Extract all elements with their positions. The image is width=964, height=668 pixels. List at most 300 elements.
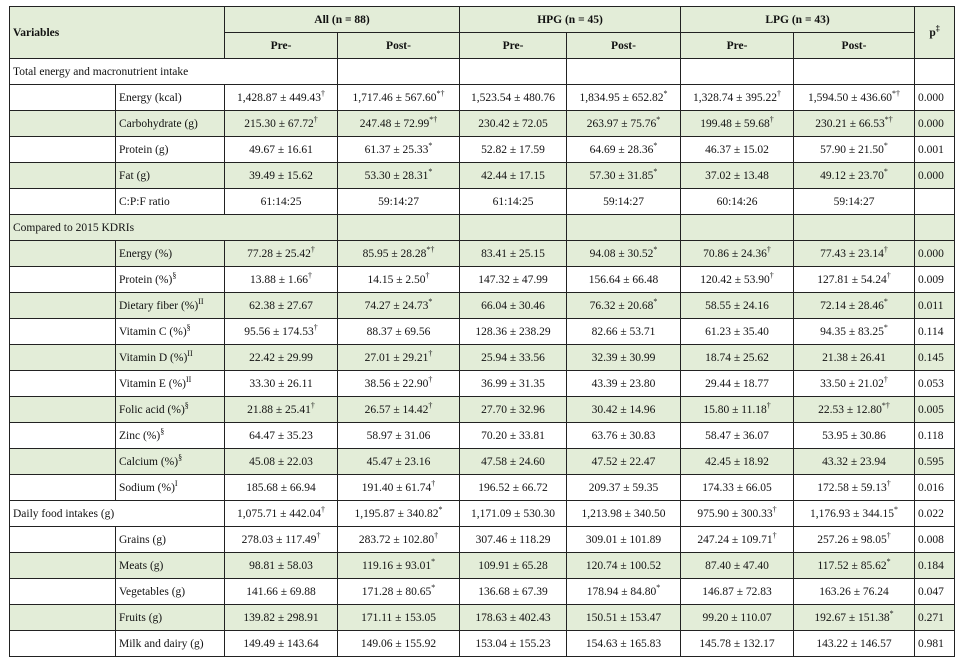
value-cell xyxy=(225,631,338,657)
value-cell xyxy=(567,631,681,657)
table-row xyxy=(10,423,955,449)
mean-sd: 109.91 ± 65.28 xyxy=(478,559,548,572)
p-value: 0.981 xyxy=(915,631,955,657)
value-cell xyxy=(338,631,460,657)
mean-sd: 47.58 ± 24.60 xyxy=(481,455,545,468)
value-cell xyxy=(794,631,915,657)
mean-sd: 58.97 ± 31.06 xyxy=(366,429,431,442)
label-footnote-mark: § xyxy=(172,270,177,280)
row-label-text: Calcium (%) xyxy=(119,455,179,468)
value-cell xyxy=(460,267,567,293)
mean-sd: 61:14:25 xyxy=(260,195,302,208)
value-cell xyxy=(338,579,460,605)
value-cell xyxy=(225,553,338,579)
table-row xyxy=(10,85,955,111)
row-label-text: Dietary fiber (%) xyxy=(119,299,199,312)
row-label xyxy=(116,163,225,189)
row-label xyxy=(116,345,225,371)
value-cell xyxy=(794,371,915,397)
value-cell xyxy=(567,423,681,449)
mean-sd: 1,171.09 ± 530.30 xyxy=(471,507,555,520)
value-cell xyxy=(338,293,460,319)
value-cell xyxy=(794,189,915,215)
row-label-text: Vitamin C (%) xyxy=(119,325,187,338)
value-cell xyxy=(681,267,794,293)
mean-sd: 139.82 ± 298.91 xyxy=(243,611,319,624)
p-value: 0.000 xyxy=(915,111,955,137)
table-row xyxy=(10,345,955,371)
mean-sd: 61:14:25 xyxy=(492,195,534,208)
p-value: 0.001 xyxy=(915,137,955,163)
value-cell xyxy=(225,319,338,345)
significance-mark: * xyxy=(428,166,433,176)
value-cell xyxy=(681,423,794,449)
mean-sd: 39.49 ± 15.62 xyxy=(249,169,313,182)
value-cell xyxy=(681,605,794,631)
p-value: 0.595 xyxy=(915,449,955,475)
table-row xyxy=(10,267,955,293)
mean-sd: 1,834.95 ± 652.82 xyxy=(579,91,664,104)
mean-sd: 70.86 ± 24.36 xyxy=(703,247,767,260)
row-label-text: Energy (kcal) xyxy=(119,91,182,104)
significance-mark: † xyxy=(428,348,433,358)
value-cell xyxy=(567,111,681,137)
value-cell xyxy=(460,293,567,319)
value-cell xyxy=(338,111,460,137)
value-cell xyxy=(460,527,567,553)
value-cell xyxy=(225,189,338,215)
row-label-text: Sodium (%) xyxy=(119,481,175,494)
significance-mark: * xyxy=(431,582,436,592)
mean-sd: 153.04 ± 155.23 xyxy=(475,637,551,650)
row-label-text: Grains (g) xyxy=(119,533,166,546)
mean-sd: 45.08 ± 22.03 xyxy=(249,455,313,468)
indent-cell xyxy=(10,111,116,137)
significance-mark: † xyxy=(883,374,888,384)
row-label-text: Vegetables (g) xyxy=(119,585,186,598)
value-cell xyxy=(681,449,794,475)
indent-cell xyxy=(10,293,116,319)
value-cell xyxy=(794,137,915,163)
value-cell xyxy=(225,527,338,553)
mean-sd: 156.64 ± 66.48 xyxy=(588,273,659,286)
mean-sd: 77.43 ± 23.14 xyxy=(820,247,884,260)
mean-sd: 70.20 ± 33.81 xyxy=(481,429,545,442)
mean-sd: 215.30 ± 67.72 xyxy=(244,117,314,130)
indent-cell xyxy=(10,475,116,501)
table-row xyxy=(10,111,955,137)
value-cell xyxy=(338,267,460,293)
mean-sd: 163.26 ± 76.24 xyxy=(819,585,889,598)
indent-cell xyxy=(10,605,116,631)
row-label xyxy=(116,553,225,579)
mean-sd: 47.52 ± 22.47 xyxy=(591,455,656,468)
empty-cell xyxy=(338,59,460,85)
mean-sd: 257.26 ± 98.05 xyxy=(817,533,887,546)
p-value: 0.000 xyxy=(915,85,955,111)
section-title: Compared to 2015 KDRIs xyxy=(10,215,338,241)
mean-sd: 63.76 ± 30.83 xyxy=(591,429,656,442)
p-value: 0.022 xyxy=(915,501,955,527)
row-label xyxy=(116,371,225,397)
significance-mark: † xyxy=(313,114,318,124)
row-label xyxy=(116,527,225,553)
significance-mark: * xyxy=(653,244,658,254)
value-cell xyxy=(338,501,460,527)
mean-sd: 59:14:27 xyxy=(833,195,875,208)
group-header-hpg: HPG (n = 45) xyxy=(460,7,681,33)
significance-mark: * xyxy=(431,556,436,566)
value-cell xyxy=(338,397,460,423)
row-label-text: Carbohydrate (g) xyxy=(119,117,198,130)
significance-mark: † xyxy=(434,530,439,540)
row-label xyxy=(116,605,225,631)
mean-sd: 57.30 ± 31.85 xyxy=(589,169,654,182)
row-label xyxy=(116,267,225,293)
significance-mark: † xyxy=(316,530,321,540)
p-value: 0.008 xyxy=(915,527,955,553)
value-cell xyxy=(794,605,915,631)
value-cell xyxy=(567,241,681,267)
value-cell xyxy=(225,579,338,605)
value-cell xyxy=(567,371,681,397)
mean-sd: 60:14:26 xyxy=(716,195,758,208)
mean-sd: 58.55 ± 24.16 xyxy=(705,299,769,312)
significance-mark: * xyxy=(656,582,661,592)
row-label-text: Zinc (%) xyxy=(119,429,161,442)
value-cell xyxy=(681,475,794,501)
value-cell xyxy=(794,267,915,293)
value-cell xyxy=(225,501,338,527)
value-cell xyxy=(794,501,915,527)
pre-header: Pre- xyxy=(225,33,338,59)
table-row xyxy=(10,553,955,579)
empty-cell xyxy=(681,59,794,85)
value-cell xyxy=(460,397,567,423)
value-cell xyxy=(567,475,681,501)
value-cell xyxy=(225,163,338,189)
value-cell xyxy=(794,553,915,579)
row-label xyxy=(116,293,225,319)
row-label-text: Milk and dairy (g) xyxy=(119,637,204,650)
value-cell xyxy=(681,553,794,579)
table-row xyxy=(10,631,955,657)
value-cell xyxy=(225,85,338,111)
table-row xyxy=(10,189,955,215)
p-value xyxy=(915,189,955,215)
mean-sd: 59:14:27 xyxy=(378,195,419,208)
mean-sd: 185.68 ± 66.94 xyxy=(246,481,316,494)
header-row-groups xyxy=(10,7,955,33)
mean-sd: 1,428.87 ± 449.43 xyxy=(237,91,321,104)
value-cell xyxy=(567,553,681,579)
significance-mark: † xyxy=(772,530,777,540)
table-body xyxy=(10,59,955,657)
significance-mark: † xyxy=(772,504,777,514)
mean-sd: 57.90 ± 21.50 xyxy=(820,143,884,156)
table-row xyxy=(10,163,955,189)
significance-mark: *† xyxy=(881,400,890,410)
mean-sd: 1,213.98 ± 340.50 xyxy=(581,507,666,520)
value-cell xyxy=(460,631,567,657)
value-cell xyxy=(460,189,567,215)
mean-sd: 128.36 ± 238.29 xyxy=(475,325,551,338)
mean-sd: 1,523.54 ± 480.76 xyxy=(471,91,555,104)
p-value: 0.011 xyxy=(915,293,955,319)
value-cell xyxy=(225,241,338,267)
significance-mark: † xyxy=(883,244,888,254)
mean-sd: 94.35 ± 83.25 xyxy=(820,325,884,338)
mean-sd: 27.70 ± 32.96 xyxy=(481,403,545,416)
value-cell xyxy=(567,293,681,319)
value-cell xyxy=(225,267,338,293)
significance-mark: † xyxy=(886,478,891,488)
mean-sd: 42.44 ± 17.15 xyxy=(481,169,545,182)
mean-sd: 178.94 ± 84.80 xyxy=(586,585,657,598)
value-cell xyxy=(567,319,681,345)
value-cell xyxy=(460,475,567,501)
mean-sd: 53.95 ± 30.86 xyxy=(822,429,886,442)
empty-cell xyxy=(567,215,681,241)
indent-cell xyxy=(10,189,116,215)
value-cell xyxy=(794,579,915,605)
value-cell xyxy=(338,241,460,267)
mean-sd: 174.33 ± 66.05 xyxy=(702,481,772,494)
value-cell xyxy=(460,579,567,605)
mean-sd: 263.97 ± 75.76 xyxy=(586,117,657,130)
label-footnote-mark: II xyxy=(187,348,193,358)
value-cell xyxy=(567,189,681,215)
row-label-text: Meats (g) xyxy=(119,559,164,572)
mean-sd: 247.24 ± 109.71 xyxy=(697,533,773,546)
value-cell xyxy=(460,85,567,111)
mean-sd: 1,075.71 ± 442.04 xyxy=(237,507,321,520)
significance-mark: *† xyxy=(426,244,435,254)
mean-sd: 309.01 ± 101.89 xyxy=(585,533,662,546)
mean-sd: 36.99 ± 31.35 xyxy=(481,377,545,390)
mean-sd: 230.21 ± 66.53 xyxy=(815,117,885,130)
section-row xyxy=(10,215,955,241)
value-cell xyxy=(460,137,567,163)
value-cell xyxy=(794,449,915,475)
value-cell xyxy=(338,137,460,163)
value-cell xyxy=(567,397,681,423)
value-cell xyxy=(460,241,567,267)
mean-sd: 172.58 ± 59.13 xyxy=(817,481,887,494)
significance-mark: † xyxy=(310,244,315,254)
significance-mark: *† xyxy=(884,114,893,124)
group-header-lpg: LPG (n = 43) xyxy=(681,7,915,33)
row-label-text: Fruits (g) xyxy=(119,611,163,624)
value-cell xyxy=(794,345,915,371)
p-value: 0.005 xyxy=(915,397,955,423)
value-cell xyxy=(225,345,338,371)
mean-sd: 52.82 ± 17.59 xyxy=(481,143,545,156)
row-label xyxy=(116,189,225,215)
significance-mark: † xyxy=(428,374,433,384)
row-label xyxy=(116,475,225,501)
mean-sd: 171.28 ± 80.65 xyxy=(361,585,432,598)
significance-mark: * xyxy=(653,140,658,150)
mean-sd: 42.45 ± 18.92 xyxy=(705,455,769,468)
value-cell xyxy=(338,553,460,579)
mean-sd: 26.57 ± 14.42 xyxy=(364,403,429,416)
mean-sd: 1,328.74 ± 395.22 xyxy=(693,91,777,104)
table-row xyxy=(10,449,955,475)
significance-mark: † xyxy=(766,400,771,410)
mean-sd: 59:14:27 xyxy=(603,195,644,208)
mean-sd: 145.78 ± 132.17 xyxy=(699,637,775,650)
value-cell xyxy=(460,345,567,371)
mean-sd: 85.95 ± 28.28 xyxy=(362,247,427,260)
mean-sd: 18.74 ± 25.62 xyxy=(705,351,769,364)
value-cell xyxy=(794,423,915,449)
value-cell xyxy=(460,449,567,475)
value-cell xyxy=(567,449,681,475)
mean-sd: 43.39 ± 23.80 xyxy=(591,377,656,390)
p-value: 0.000 xyxy=(915,163,955,189)
value-cell xyxy=(338,189,460,215)
mean-sd: 45.47 ± 23.16 xyxy=(366,455,431,468)
row-label xyxy=(116,85,225,111)
label-footnote-mark: I xyxy=(174,478,178,488)
significance-mark: † xyxy=(769,270,774,280)
value-cell xyxy=(460,319,567,345)
value-cell xyxy=(225,293,338,319)
label-footnote-mark: II xyxy=(186,374,192,384)
value-cell xyxy=(225,371,338,397)
row-label xyxy=(116,631,225,657)
value-cell xyxy=(681,527,794,553)
value-cell xyxy=(794,111,915,137)
value-cell xyxy=(338,475,460,501)
value-cell xyxy=(794,527,915,553)
mean-sd: 64.47 ± 35.23 xyxy=(249,429,313,442)
mean-sd: 61.37 ± 25.33 xyxy=(364,143,429,156)
significance-mark: † xyxy=(428,400,433,410)
row-label-text: Vitamin D (%) xyxy=(119,351,188,364)
table-row xyxy=(10,241,955,267)
value-cell xyxy=(225,449,338,475)
significance-mark: * xyxy=(428,140,433,150)
row-label xyxy=(116,397,225,423)
post-header: Post- xyxy=(567,33,681,59)
mean-sd: 22.42 ± 29.99 xyxy=(249,351,313,364)
mean-sd: 1,195.87 ± 340.82 xyxy=(354,507,439,520)
section-title: Daily food intakes (g) xyxy=(10,501,225,527)
mean-sd: 278.03 ± 117.49 xyxy=(241,533,317,546)
table-row xyxy=(10,137,955,163)
mean-sd: 120.74 ± 100.52 xyxy=(585,559,662,572)
mean-sd: 22.53 ± 12.80 xyxy=(818,403,882,416)
significance-mark: † xyxy=(308,270,313,280)
mean-sd: 87.40 ± 47.40 xyxy=(705,559,769,572)
value-cell xyxy=(681,189,794,215)
table-container xyxy=(9,6,955,657)
p-value: 0.016 xyxy=(915,475,955,501)
value-cell xyxy=(460,553,567,579)
indent-cell xyxy=(10,85,116,111)
value-cell xyxy=(338,423,460,449)
value-cell xyxy=(681,319,794,345)
post-header: Post- xyxy=(794,33,915,59)
mean-sd: 141.66 ± 69.88 xyxy=(246,585,316,598)
mean-sd: 13.88 ± 1.66 xyxy=(249,273,309,286)
value-cell xyxy=(225,397,338,423)
mean-sd: 58.47 ± 36.07 xyxy=(705,429,769,442)
indent-cell xyxy=(10,527,116,553)
mean-sd: 21.38 ± 26.41 xyxy=(822,351,886,364)
value-cell xyxy=(338,345,460,371)
empty-cell xyxy=(567,59,681,85)
mean-sd: 33.50 ± 21.02 xyxy=(820,377,884,390)
mean-sd: 82.66 ± 53.71 xyxy=(591,325,656,338)
label-footnote-mark: § xyxy=(160,426,165,436)
mean-sd: 117.52 ± 85.62 xyxy=(817,559,887,572)
value-cell xyxy=(681,111,794,137)
value-cell xyxy=(681,371,794,397)
mean-sd: 149.06 ± 155.92 xyxy=(360,637,437,650)
mean-sd: 1,594.50 ± 436.60 xyxy=(808,91,892,104)
value-cell xyxy=(681,85,794,111)
value-cell xyxy=(460,605,567,631)
row-label-text: Protein (g) xyxy=(119,143,169,156)
indent-cell xyxy=(10,397,116,423)
section-row xyxy=(10,501,955,527)
table-row xyxy=(10,397,955,423)
mean-sd: 38.56 ± 22.90 xyxy=(364,377,429,390)
significance-mark: * xyxy=(883,140,888,150)
mean-sd: 247.48 ± 72.99 xyxy=(359,117,430,130)
p-value: 0.053 xyxy=(915,371,955,397)
empty-cell xyxy=(460,59,567,85)
indent-cell xyxy=(10,449,116,475)
mean-sd: 29.44 ± 18.77 xyxy=(705,377,769,390)
row-label-text: Protein (%) xyxy=(119,273,173,286)
significance-mark: † xyxy=(776,88,781,98)
mean-sd: 76.32 ± 20.68 xyxy=(589,299,654,312)
pre-header: Pre- xyxy=(460,33,567,59)
value-cell xyxy=(794,163,915,189)
mean-sd: 154.63 ± 165.83 xyxy=(585,637,662,650)
significance-mark: * xyxy=(428,296,433,306)
significance-mark: * xyxy=(663,88,668,98)
p-value: 0.145 xyxy=(915,345,955,371)
mean-sd: 77.28 ± 25.42 xyxy=(247,247,311,260)
significance-mark: * xyxy=(893,504,898,514)
label-footnote-mark: § xyxy=(178,452,183,462)
empty-cell xyxy=(915,215,955,241)
empty-cell xyxy=(915,59,955,85)
value-cell xyxy=(567,345,681,371)
significance-mark: * xyxy=(656,114,661,124)
value-cell xyxy=(338,319,460,345)
significance-mark: † xyxy=(769,114,774,124)
mean-sd: 49.67 ± 16.61 xyxy=(249,143,313,156)
mean-sd: 149.49 ± 143.64 xyxy=(243,637,319,650)
post-header: Post- xyxy=(338,33,460,59)
significance-mark: † xyxy=(886,270,891,280)
value-cell xyxy=(338,85,460,111)
p-value: 0.000 xyxy=(915,241,955,267)
value-cell xyxy=(338,449,460,475)
p-label: p xyxy=(929,26,936,39)
table-row xyxy=(10,579,955,605)
row-label xyxy=(116,111,225,137)
value-cell xyxy=(225,475,338,501)
value-cell xyxy=(567,137,681,163)
empty-cell xyxy=(794,59,915,85)
